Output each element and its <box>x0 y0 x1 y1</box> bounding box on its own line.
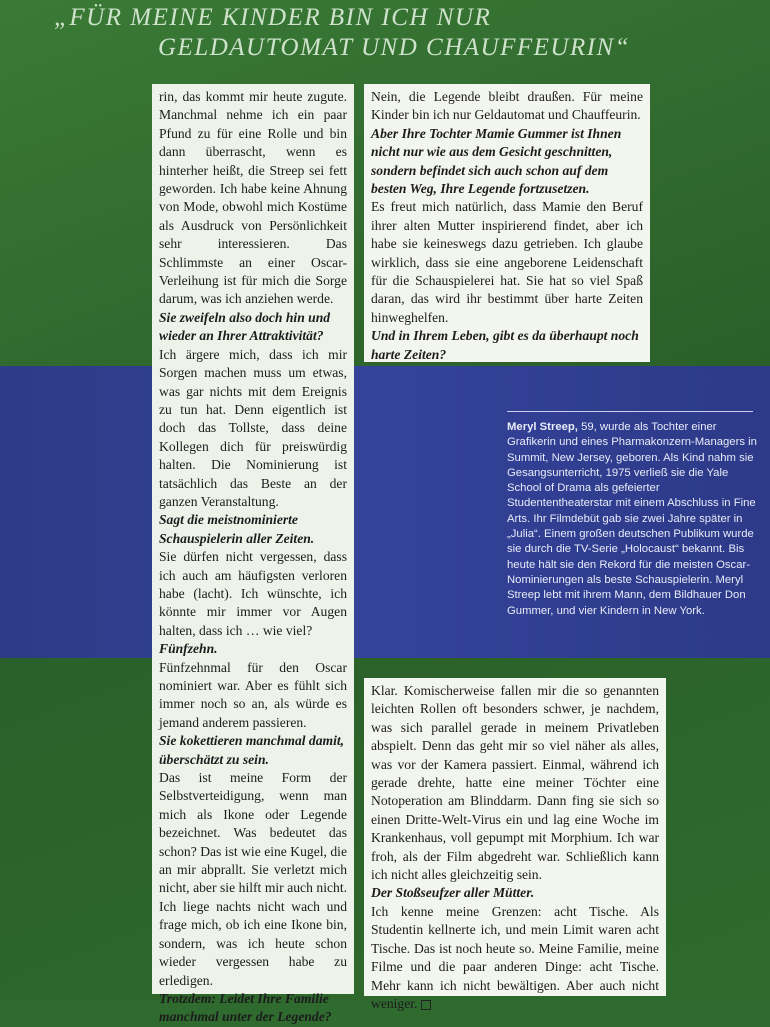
end-mark-icon <box>421 1000 431 1010</box>
bio-text: 59, wurde als Tochter einer Grafikerin und eines Pharmakonzern-Managers in Summit, New Jersey, geboren. Als Kind nahm sie Gesangsunterricht, 1975 verließ sie die Yale School of Drama als gefeierter Studententheaterstar mit einem Abschluss in Fine Arts. Ihr Filmdebüt gab sie zwei Jahre später in „Julia“. Einem großen deutschen Publikum wurde sie durch die TV-Serie „Holocaust“ bekannt. Bis heute hält sie den Rekord für die meisten Oscar-Nominierungen als beste Schauspielerin. Meryl Streep lebt mit ihrem Mann, dem Bildhauer Don Gummer, und vier Kindern in New York. <box>507 421 757 617</box>
paragraph: Nein, die Legende bleibt draußen. Für meine Kinder bin ich nur Geldautomat und Chauffeurin. <box>371 89 643 123</box>
paragraph: Fünfzehnmal für den Oscar nominiert war. Aber es fühlt sich immer noch so an, als würde es jemand anderem passieren. <box>159 659 347 730</box>
article-column-1 <box>152 84 354 1025</box>
article-column-2 <box>364 84 650 362</box>
interview-question: Sie zweifeln also doch hin und wieder an Ihrer Attraktivität? <box>159 309 331 344</box>
interview-question: Trotzdem: Leidet Ihre Familie manchmal unter der Legende? <box>159 990 332 1025</box>
interview-question: Aber Ihre Tochter Mamie Gummer ist Ihnen nicht nur wie aus dem Gesicht geschnitten, sondern befindet sich auch schon auf dem besten Weg, Ihre Legende fortzusetzen. <box>371 125 622 197</box>
bio-box <box>507 420 757 619</box>
bio-divider <box>507 411 753 412</box>
interview-question: Der Stoßseufzer aller Mütter. <box>371 885 535 901</box>
paragraph <box>371 903 659 1013</box>
interview-question: Sagt die meistnominierte Schauspielerin aller Zeiten. <box>159 512 315 546</box>
interview-question: Fünfzehn. <box>159 641 218 657</box>
paragraph: Ich ärgere mich, dass ich mir Sorgen machen muss um etwas, was gar nichts mit dem Ereignis zu tun hat. Denn eigentlich ist doch das Tollste, dass deine Kollegen dich für preiswürdig halten. Die Nominierung ist tatsächlich das Beste an der ganzen Veranstaltung. <box>159 346 347 509</box>
paragraph: rin, das kommt mir heute zugute. Manchmal nehme ich ein paar Pfund zu für eine Rolle und bin dann überrascht, wenn es hinterher heißt, die Streep sei fett geworden. Ich habe keine Ahnung von Mode, obwohl mich Kostüme als Ausdruck von Persönlichkeit sehr interessieren. Das Schlimmste an einer Oscar-Verleihung ist für mich die Sorge darum, was ich anziehen werde. <box>159 89 347 307</box>
headline-line-2: GELDAUTOMAT UND CHAUFFEURIN“ <box>158 34 631 61</box>
headline-line-1: „FÜR MEINE KINDER BIN ICH NUR <box>54 4 492 31</box>
paragraph: Klar. Komischerweise fallen mir die so genannten leichten Rollen oft besonders schwer, je nachdem, was sich parallel gerade in meinem Privatleben abspielt. Denn das geht mir so viel näher als alles, was vor der Kamera passiert. Einmal, während ich gerade drehte, hatte eine meiner Töchter eine Notoperation am Blinddarm. Dann fing sie sich so einen Dritte-Welt-Virus ein und lag eine Woche im Krankenhaus, voll gepumpt mit Morphium. Ich war froh, als der Film abgedreht war. Schließlich kann ich nicht alles gleichzeitig sein. <box>371 683 659 883</box>
final-paragraph-text: Ich kenne meine Grenzen: acht Tische. Als Studentin kellnerte ich, und mein Limit waren acht Tische. Das ist noch heute so. Meine Familie, meine Filme und die paar anderen Dinge: acht Tische. Mehr kann ich nicht bewältigen. Aber auch nicht weniger. <box>371 903 659 1011</box>
headline <box>0 0 770 72</box>
paragraph: Das ist meine Form der Selbstverteidigung, wenn man mich als Ikone oder Legende bezeichnet. Was bedeutet das schon? Das ist wie eine Kugel, die an mir abprallt. Sie verletzt mich nicht, aber sie hilft mir auch nicht. Ich liege nachts nicht wach und frage mich, ob ich eine Ikone bin, sondern, was ich heute schon wieder vergessen habe zu erledigen. <box>159 770 347 988</box>
bio-name: Meryl Streep, <box>507 421 578 433</box>
paragraph: Es freut mich natürlich, dass Mamie den Beruf ihrer alten Mutter inspirierend findet, aber ich habe sie keineswegs dazu getrieben. Ich glaube wirklich, dass sie eine angeborene Leidenschaft für die Schauspielerei hat. Sie hat so viel Spaß daran, das wird ihr bestimmt über harte Zeiten hinweghelfen. <box>371 199 643 325</box>
interview-question: Sie kokettieren manchmal damit, überschätzt zu sein. <box>159 733 345 767</box>
article-column-3 <box>364 678 666 1011</box>
paragraph: Sie dürfen nicht vergessen, dass ich auch am häufigsten verloren habe (lacht). Ich wünschte, ich könnte mir immer vor Augen halten, dass ich … wie viel? <box>159 549 347 638</box>
interview-question: Und in Ihrem Leben, gibt es da überhaupt noch harte Zeiten? <box>371 328 639 362</box>
